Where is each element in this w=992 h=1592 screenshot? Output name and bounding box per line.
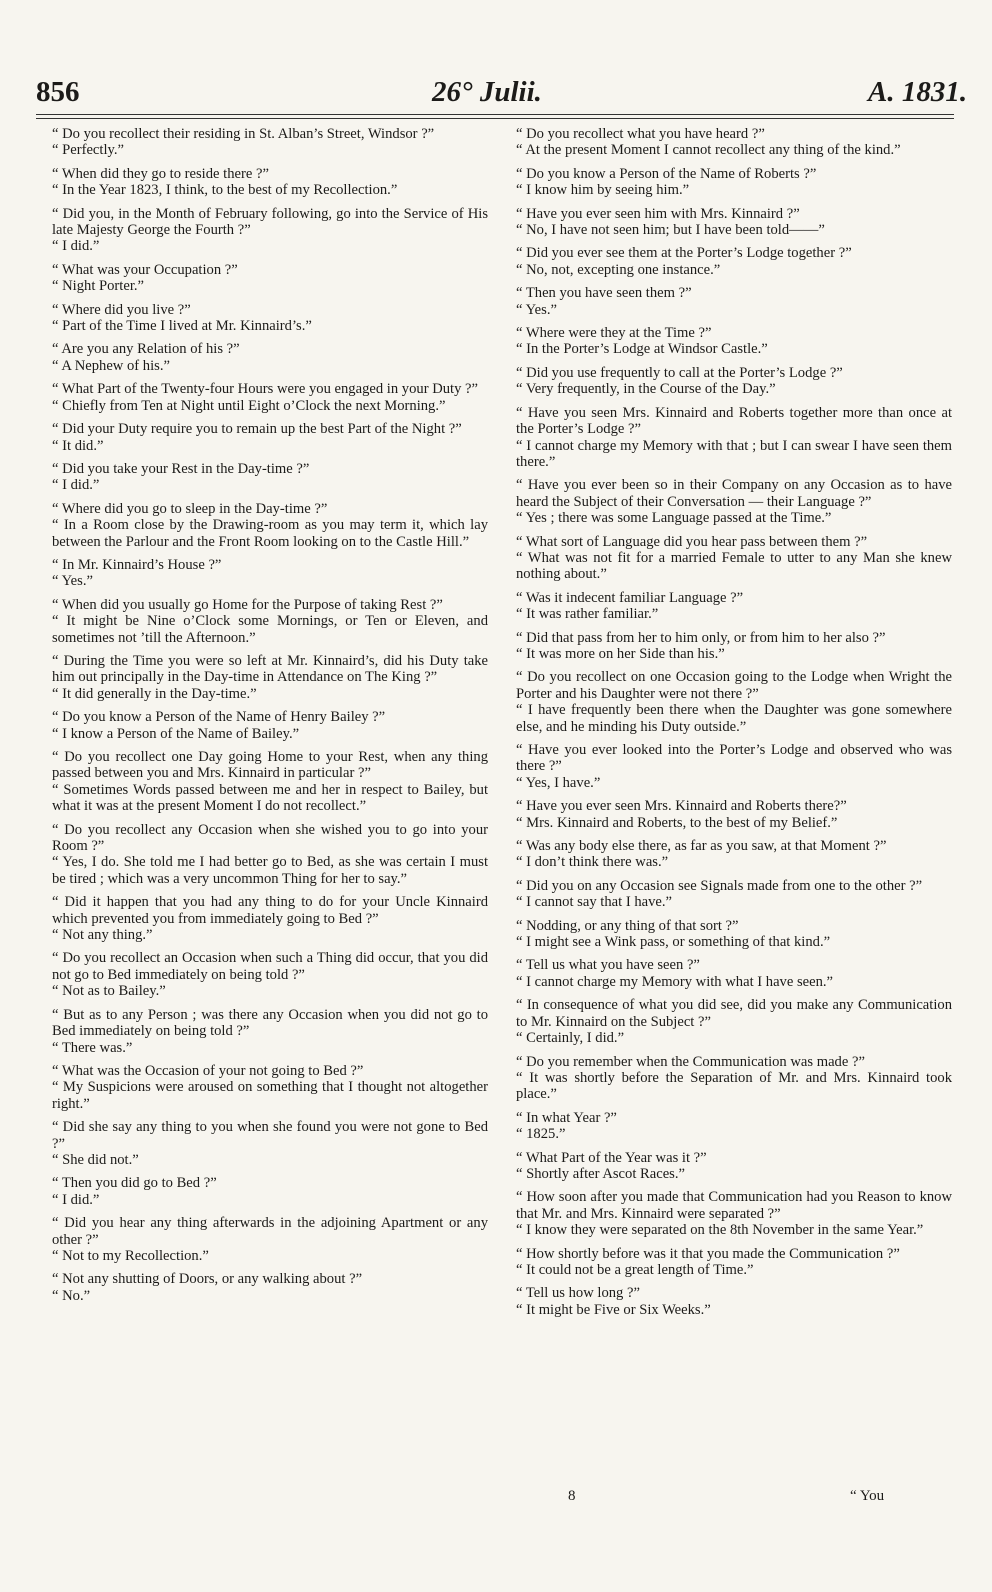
answer-text: “ It was shortly before the Separation of Mr. and Mrs. Kinnaird took place.” — [516, 1069, 952, 1103]
question-text: “ Nodding, or any thing of that sort ?” — [516, 917, 739, 934]
question-text: “ Do you recollect their residing in St. Alban’s Street, Windsor ?” — [52, 126, 435, 142]
left-column — [52, 126, 488, 1304]
answer-text: “ 1825.” — [516, 1126, 566, 1143]
question-text: “ Then you have seen them ?” — [516, 285, 692, 302]
question-text: “ Do you recollect any Occasion when she wished you to go into your Room ?” — [52, 821, 488, 855]
answer-text: “ A Nephew of his.” — [52, 357, 170, 374]
question-text: “ Was any body else there, as far as you saw, at that Moment ?” — [516, 838, 887, 855]
answer-text: “ No, not, excepting one instance.” — [516, 261, 721, 278]
answer-text: “ My Suspicions were aroused on something that I thought not altogether right.” — [52, 1079, 488, 1112]
question-text: “ Did you on any Occasion see Signals made from one to the other ?” — [516, 877, 923, 894]
answer-text: “ I don’t think there was.” — [516, 854, 669, 871]
question-text: “ When did they go to reside there ?” — [52, 165, 269, 182]
question-text: “ What was the Occasion of your not going to Bed ?” — [52, 1062, 364, 1079]
question-text: “ What was your Occupation ?” — [52, 261, 238, 278]
running-year: A. 1831. — [868, 76, 968, 108]
question-text: “ Have you ever seen him with Mrs. Kinnaird ?” — [516, 205, 800, 222]
answer-text: “ It was more on her Side than his.” — [516, 645, 725, 662]
question-text: “ What sort of Language did you hear pass between them ?” — [516, 533, 868, 550]
answer-text: “ I might see a Wink pass, or something of that kind.” — [516, 934, 831, 951]
answer-text: “ It did generally in the Day-time.” — [52, 685, 257, 702]
answer-text: “ Mrs. Kinnaird and Roberts, to the best of my Belief.” — [516, 814, 838, 831]
question-text: “ Did you, in the Month of February following, go into the Service of His late Majesty George the Fourth ?” — [52, 205, 488, 239]
question-text: “ During the Time you were so left at Mr. Kinnaird’s, did his Duty take him out principally in the Day-time in Attendance on The King ?” — [52, 652, 488, 686]
answer-text: “ At the present Moment I cannot recollect any thing of the kind.” — [516, 142, 901, 159]
header-rule — [36, 118, 954, 119]
question-text: “ Tell us how long ?” — [516, 1285, 640, 1302]
answer-text: “ Yes.” — [516, 301, 557, 318]
answer-text: “ Perfectly.” — [52, 142, 124, 159]
question-text: “ Where were they at the Time ?” — [516, 325, 712, 342]
question-text: “ Did you use frequently to call at the Porter’s Lodge ?” — [516, 364, 843, 381]
answer-text: “ Chiefly from Ten at Night until Eight o’Clock the next Morning.” — [52, 397, 446, 414]
question-text: “ Do you know a Person of the Name of Roberts ?” — [516, 165, 817, 182]
answer-text: “ Shortly after Ascot Races.” — [516, 1165, 685, 1182]
question-text: “ Have you seen Mrs. Kinnaird and Roberts together more than once at the Porter’s Lodge ?” — [516, 404, 952, 438]
question-text: “ Was it indecent familiar Language ?” — [516, 589, 744, 606]
signature-mark: 8 — [568, 1488, 576, 1504]
question-text: “ Do you recollect what you have heard ?” — [516, 126, 765, 142]
question-text: “ Did you hear any thing afterwards in the adjoining Apartment or any other ?” — [52, 1215, 488, 1248]
answer-text: “ I know him by seeing him.” — [516, 182, 690, 199]
answer-text: “ Not as to Bailey.” — [52, 983, 166, 1000]
answer-text: “ It could not be a great length of Time.” — [516, 1261, 754, 1278]
answer-text: “ No.” — [52, 1287, 91, 1304]
running-date: 26° Julii. — [432, 76, 542, 108]
question-text: “ Where did you go to sleep in the Day-time ?” — [52, 500, 328, 517]
answer-text: “ She did not.” — [52, 1151, 139, 1168]
answer-text: “ It might be Five or Six Weeks.” — [516, 1301, 711, 1318]
question-text: “ But as to any Person ; was there any Occasion when you did not go to Bed immediately on being told ?” — [52, 1006, 488, 1040]
answer-text: “ In the Porter’s Lodge at Windsor Castle.” — [516, 341, 768, 358]
question-text: “ Do you recollect on one Occasion going to the Lodge when Wright the Porter and his Daughter were not there ?” — [516, 669, 952, 702]
page-header — [0, 0, 992, 124]
answer-text: “ I did.” — [52, 238, 100, 255]
answer-text: “ I cannot charge my Memory with that ; but I can swear I have seen them there.” — [516, 437, 952, 470]
catchword: “ You — [850, 1488, 885, 1504]
answer-text: “ I have frequently been there when the Daughter was gone somewhere else, and he minding his Duty outside.” — [516, 702, 952, 735]
answer-text: “ No, I have not seen him; but I have been told——” — [516, 222, 825, 239]
question-text: “ Are you any Relation of his ?” — [52, 341, 240, 358]
question-text: “ Did you ever see them at the Porter’s Lodge together ?” — [516, 245, 852, 262]
answer-text: “ Yes, I have.” — [516, 774, 601, 791]
answer-text: “ What was not fit for a married Female to utter to any Man she knew nothing about.” — [516, 549, 952, 583]
answer-text: “ Very frequently, in the Course of the Day.” — [516, 381, 776, 398]
answer-text: “ I cannot charge my Memory with what I have seen.” — [516, 973, 834, 990]
answer-text: “ Not to my Recollection.” — [52, 1247, 209, 1264]
header-rule — [36, 114, 954, 115]
question-text: “ Do you remember when the Communication was made ?” — [516, 1053, 865, 1070]
answer-text: “ I know they were separated on the 8th November in the same Year.” — [516, 1222, 924, 1239]
answer-text: “ Yes ; there was some Language passed at the Time.” — [516, 510, 832, 527]
question-text: “ Did that pass from her to him only, or from him to her also ?” — [516, 629, 886, 646]
answer-text: “ Yes.” — [52, 573, 93, 590]
right-column — [516, 126, 952, 1318]
question-text: “ Not any shutting of Doors, or any walking about ?” — [52, 1271, 363, 1288]
answer-text: “ In a Room close by the Drawing-room as you may term it, which lay between the Parlour and the Front Room looking on to the Castle Hill.” — [52, 517, 488, 550]
answer-text: “ It might be Nine o’Clock some Mornings, or Ten or Eleven, and sometimes not ’till the Afternoon.” — [52, 613, 488, 646]
question-text: “ Have you ever been so in their Company on any Occasion as to have heard the Subject of their Conversation — their Language ?” — [516, 477, 952, 510]
question-text: “ Then you did go to Bed ?” — [52, 1175, 217, 1192]
question-text: “ How soon after you made that Communication had you Reason to know that Mr. and Mrs. Kinnaird were separated ?” — [516, 1189, 952, 1222]
question-text: “ Have you ever seen Mrs. Kinnaird and Roberts there?” — [516, 798, 847, 815]
question-text: “ Where did you live ?” — [52, 301, 191, 318]
page-number: 856 — [36, 76, 80, 108]
answer-text: “ It did.” — [52, 437, 104, 454]
answer-text: “ There was.” — [52, 1039, 133, 1056]
answer-text: “ I cannot say that I have.” — [516, 894, 672, 911]
question-text: “ Did your Duty require you to remain up the best Part of the Night ?” — [52, 421, 462, 438]
answer-text: “ It was rather familiar.” — [516, 606, 659, 623]
answer-text: “ I did.” — [52, 477, 100, 494]
answer-text: “ I know a Person of the Name of Bailey.” — [52, 725, 300, 742]
question-text: “ Do you recollect one Day going Home to your Rest, when any thing passed between you and Mrs. Kinnaird in particular ?” — [52, 749, 488, 782]
answer-text: “ Not any thing.” — [52, 927, 153, 944]
question-text: “ In Mr. Kinnaird’s House ?” — [52, 556, 222, 573]
answer-text: “ Night Porter.” — [52, 278, 145, 295]
question-text: “ Did it happen that you had any thing to do for your Uncle Kinnaird which prevented you from immediately going to Bed ?” — [52, 894, 488, 927]
answer-text: “ Certainly, I did.” — [516, 1030, 625, 1047]
answer-text: “ I did.” — [52, 1191, 100, 1208]
question-text: “ What Part of the Twenty-four Hours were you engaged in your Duty ?” — [52, 381, 478, 398]
question-text: “ Did you take your Rest in the Day-time ?” — [52, 460, 310, 477]
question-text: “ How shortly before was it that you made the Communication ?” — [516, 1245, 900, 1262]
answer-text: “ Yes, I do. She told me I had better go to Bed, as she was certain I must be tired ; which was a very uncommon Thing for her to say.” — [52, 854, 488, 887]
answer-text: “ In the Year 1823, I think, to the best of my Recollection.” — [52, 182, 398, 199]
answer-text: “ Sometimes Words passed between me and her in respect to Bailey, but what it was at the present Moment I do not recollect.” — [52, 781, 488, 815]
question-text: “ When did you usually go Home for the Purpose of taking Rest ?” — [52, 596, 443, 613]
question-text: “ Did she say any thing to you when she found you were not gone to Bed ?” — [52, 1119, 488, 1152]
question-text: “ Do you recollect an Occasion when such a Thing did occur, that you did not go to Bed immediately on being told ?” — [52, 950, 488, 983]
question-text: “ In consequence of what you did see, did you make any Communication to Mr. Kinnaird on the Subject ?” — [516, 997, 952, 1030]
question-text: “ Tell us what you have seen ?” — [516, 957, 700, 974]
question-text: “ In what Year ?” — [516, 1109, 617, 1126]
answer-text: “ Part of the Time I lived at Mr. Kinnaird’s.” — [52, 318, 312, 335]
question-text: “ What Part of the Year was it ?” — [516, 1149, 707, 1166]
question-text: “ Do you know a Person of the Name of Henry Bailey ?” — [52, 709, 386, 726]
question-text: “ Have you ever looked into the Porter’s Lodge and observed who was there ?” — [516, 742, 952, 775]
